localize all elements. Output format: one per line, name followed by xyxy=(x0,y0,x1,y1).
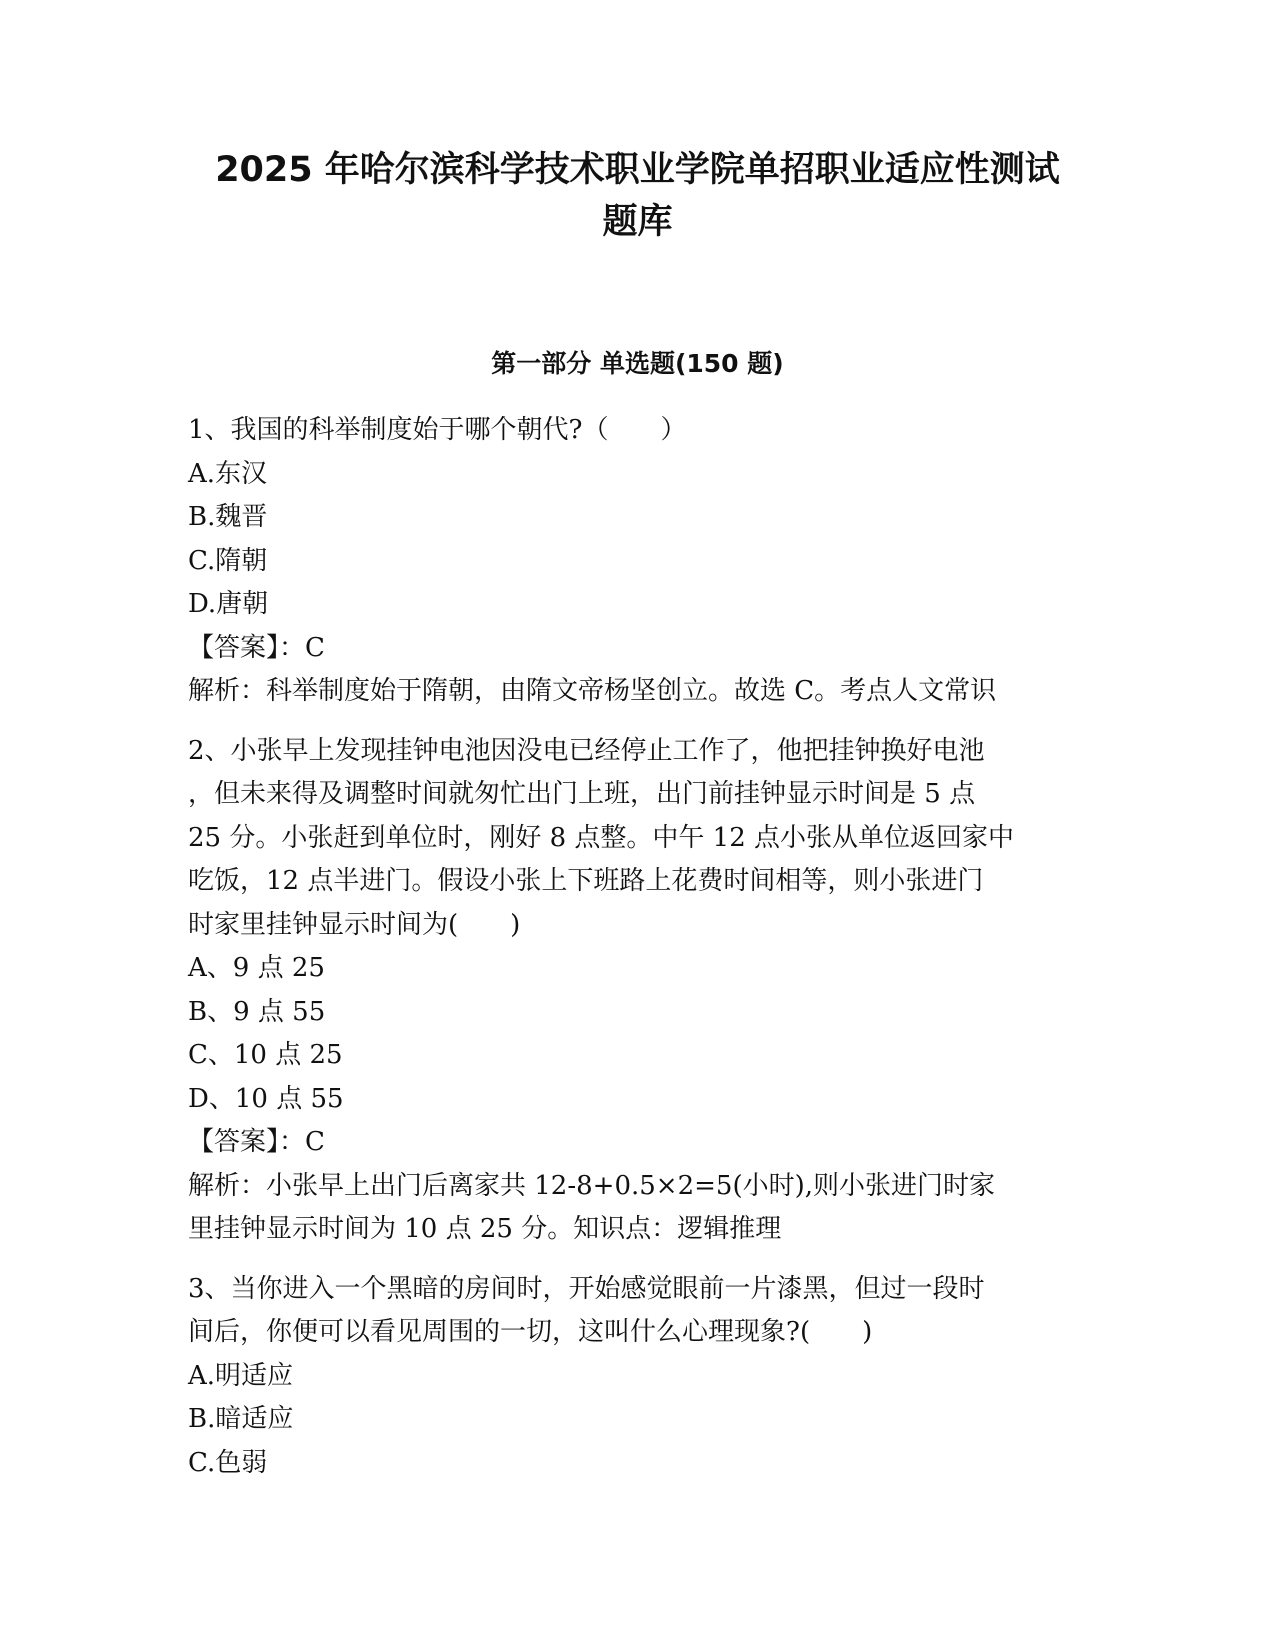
option-b: B.暗适应 xyxy=(188,1404,294,1434)
document-title-line: 2025 年哈尔滨科学技术职业学院单招职业适应性测试 xyxy=(215,150,1060,190)
option-a: A.东汉 xyxy=(188,458,268,489)
question-stem-line: ，但未来得及调整时间就匆忙出门上班，出门前挂钟显示时间是 5 点 xyxy=(188,779,976,809)
question-stem xyxy=(188,409,1088,453)
question-stem-line: 间后，你便可以看见周围的一切，这叫什么心理现象?( ) xyxy=(188,1317,873,1347)
analysis-line: 解析：科举制度始于隋朝，由隋文帝杨坚创立。故选 C。考点人文常识 xyxy=(188,676,997,706)
question-1 xyxy=(188,409,1088,714)
option-a: A、9 点 25 xyxy=(188,953,325,983)
answer-line: 【答案】：C xyxy=(188,632,325,663)
option-c: C、10 点 25 xyxy=(188,1040,343,1070)
analysis-line: 里挂钟显示时间为 10 点 25 分。知识点：逻辑推理 xyxy=(188,1214,782,1244)
question-stem-line: 2、小张早上发现挂钟电池因没电已经停止工作了，他把挂钟换好电池 xyxy=(188,735,985,766)
question-stem-line: 3、当你进入一个黑暗的房间时，开始感觉眼前一片漆黑，但过一段时 xyxy=(188,1273,985,1304)
document-title-line: 题库 xyxy=(602,202,673,242)
question-stem xyxy=(188,730,1088,948)
question-stem xyxy=(188,1268,1088,1355)
question-stem-line: 25 分。小张赶到单位时，刚好 8 点整。中午 12 点小张从单位返回家中 xyxy=(188,822,1015,853)
question-list xyxy=(188,409,1088,1501)
option-a: A.明适应 xyxy=(188,1360,294,1391)
section-heading: 第一部分 单选题(150 题) xyxy=(491,349,784,378)
question-stem-line: 时家里挂钟显示时间为( ) xyxy=(188,909,521,940)
option-d: D、10 点 55 xyxy=(188,1083,344,1114)
analysis-line: 解析：小张早上出门后离家共 12-8+0.5×2=5(小时),则小张进门时家 xyxy=(188,1170,996,1201)
question-2 xyxy=(188,730,1088,1252)
answer-line: 【答案】：C xyxy=(188,1127,325,1157)
question-3 xyxy=(188,1268,1088,1486)
question-stem-line: 吃饭，12 点半进门。假设小张上下班路上花费时间相等，则小张进门 xyxy=(188,866,984,896)
option-b: B.魏晋 xyxy=(188,502,268,532)
option-d: D.唐朝 xyxy=(188,589,269,619)
option-b: B、9 点 55 xyxy=(188,996,326,1027)
document-title xyxy=(150,144,1125,248)
option-c: C.色弱 xyxy=(188,1447,268,1478)
question-stem-line: 1、我国的科举制度始于哪个朝代?（ ） xyxy=(188,415,687,445)
option-c: C.隋朝 xyxy=(188,545,268,576)
